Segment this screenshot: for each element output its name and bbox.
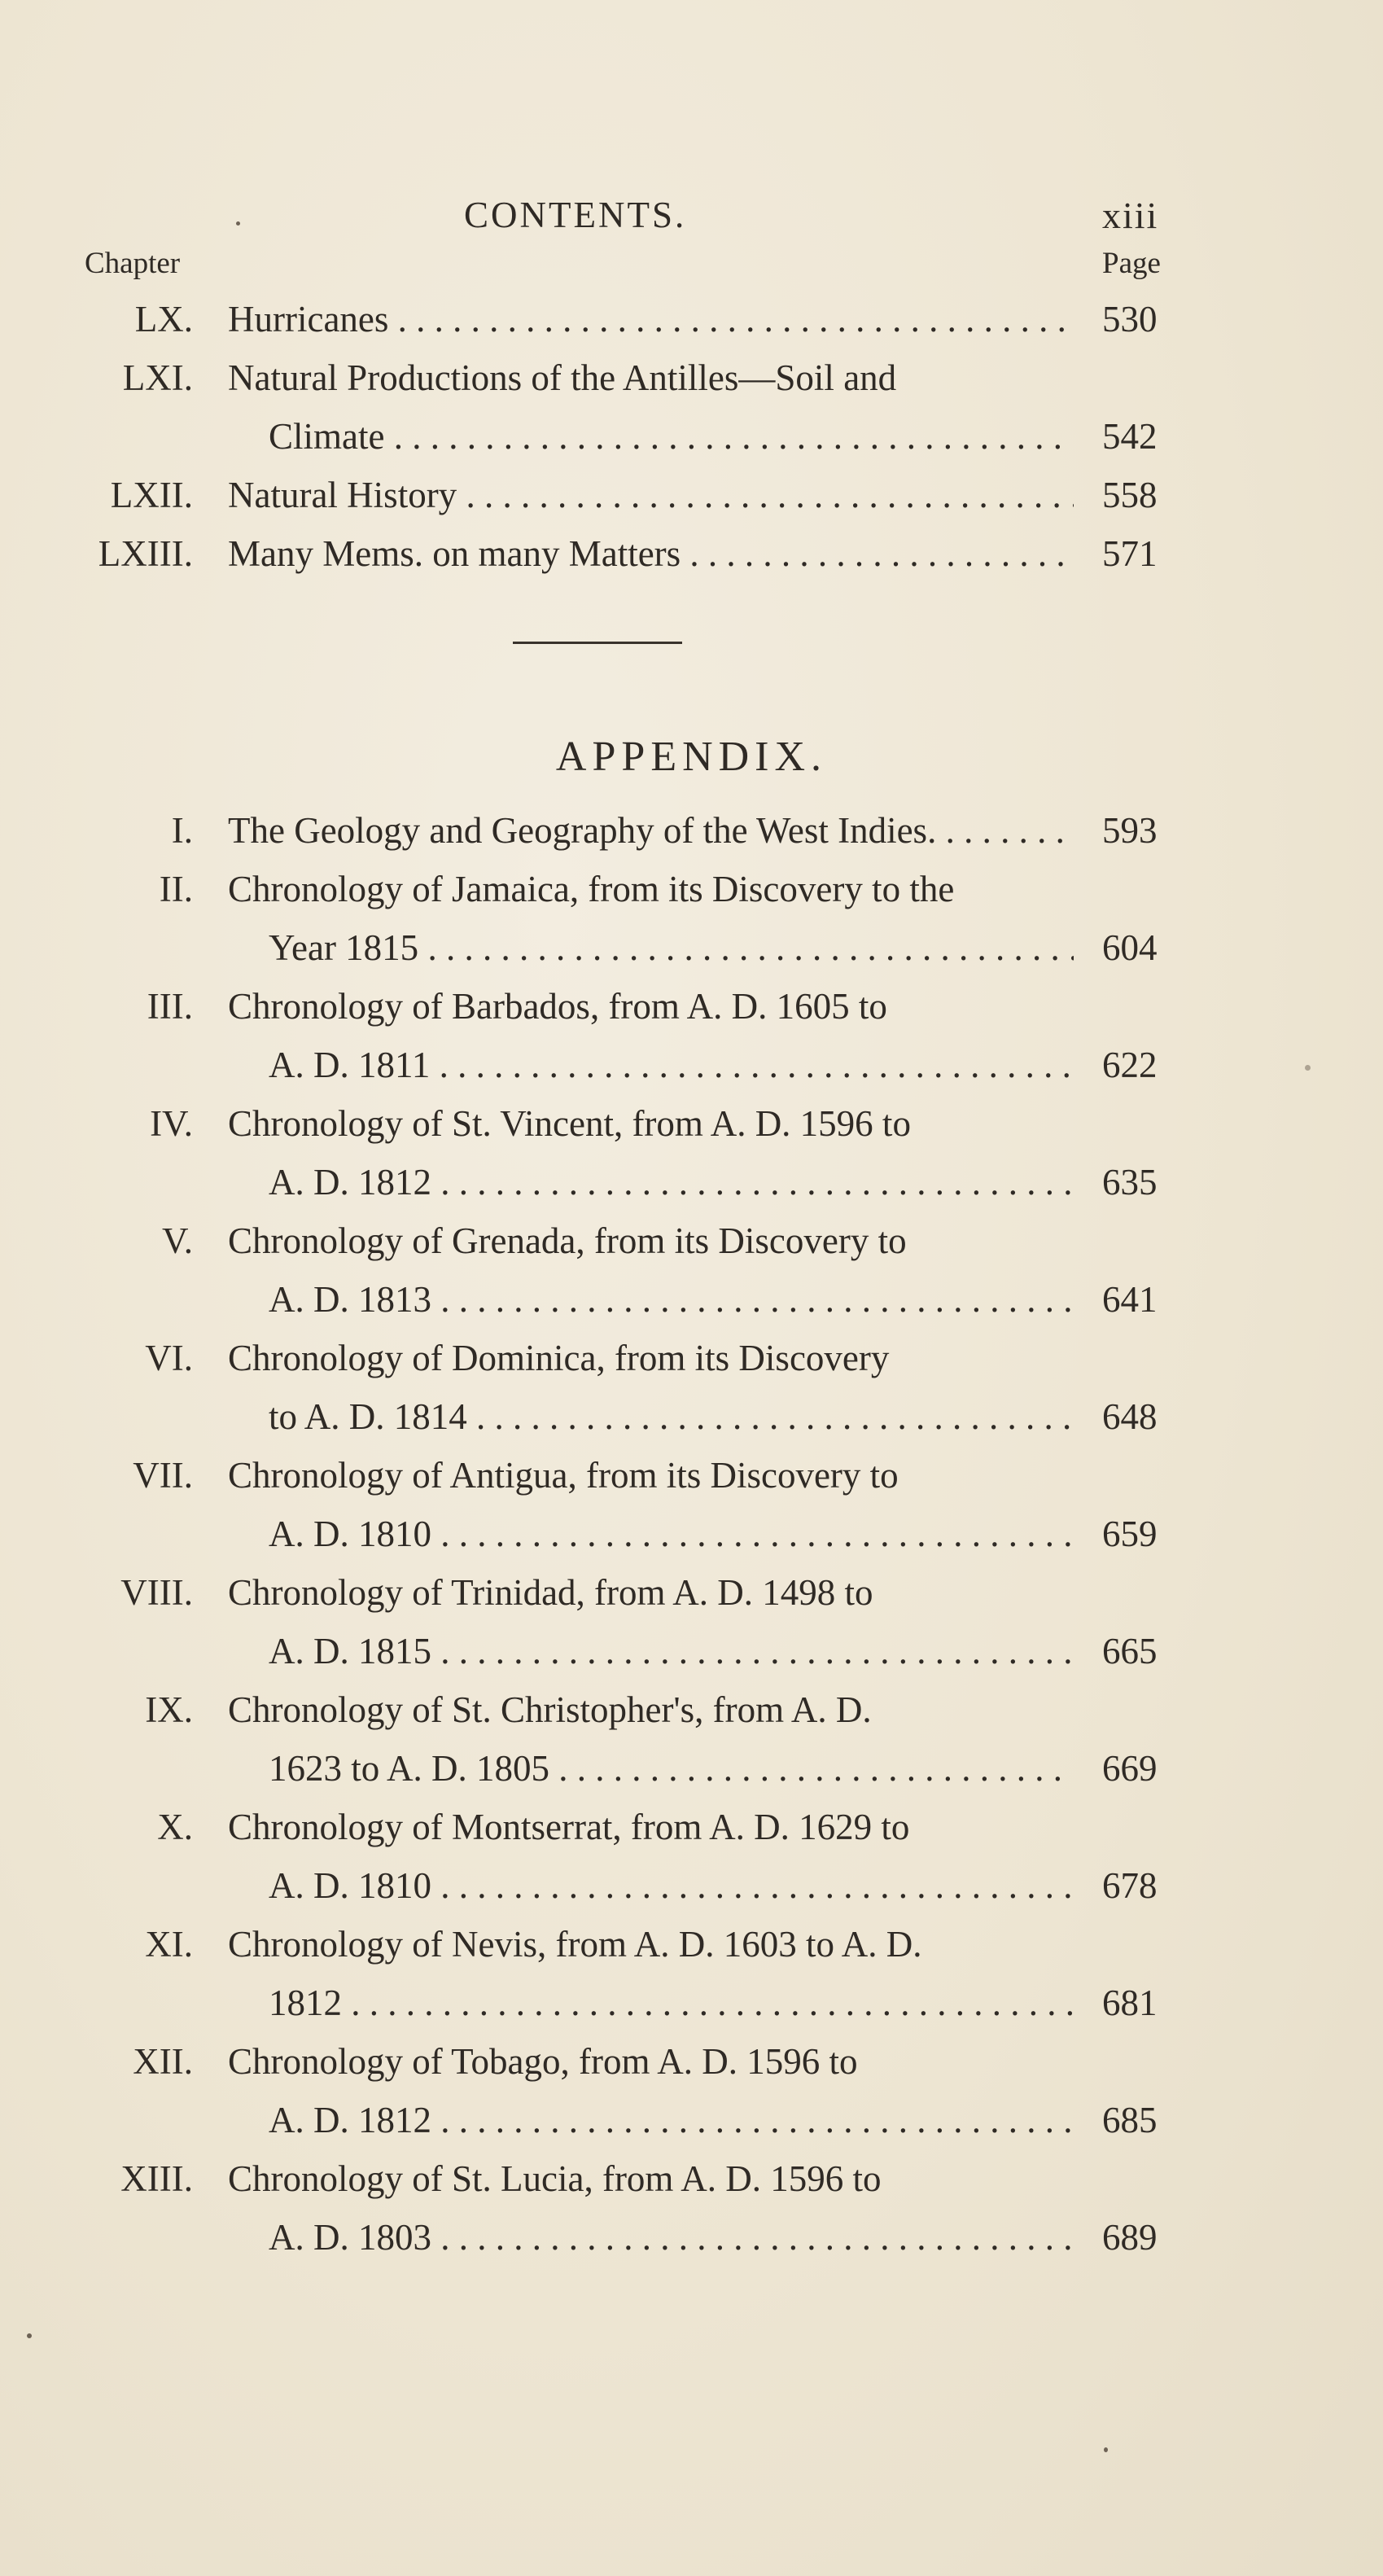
entry-title-with-leader: to A. D. 1814 . . . bbox=[269, 1387, 1074, 1446]
appendix-row bbox=[0, 2208, 1383, 2267]
appendix-row bbox=[0, 2149, 1383, 2208]
page-folio: xiii bbox=[1102, 195, 1159, 236]
entry-page-number: 685 bbox=[1102, 2100, 1158, 2140]
entry-title-with-leader: Many Mems. on many Matters . . . bbox=[228, 524, 1074, 583]
chapter-row bbox=[0, 524, 1383, 583]
appendix-row bbox=[0, 1329, 1383, 1387]
entry-page-number: 641 bbox=[1102, 1279, 1158, 1320]
appendix-row bbox=[0, 1739, 1383, 1798]
entry-title: Chronology of St. Lucia, from A. D. 1596 to bbox=[228, 2158, 882, 2199]
entry-title: Chronology of Antigua, from its Discovery to bbox=[228, 1455, 899, 1496]
appendix-row bbox=[0, 2091, 1383, 2149]
appendix-row bbox=[0, 1974, 1383, 2032]
entry-number: XIII. bbox=[120, 2158, 193, 2199]
entry-title: Chronology of Dominica, from its Discovery bbox=[228, 1338, 890, 1378]
appendix-row bbox=[0, 1270, 1383, 1329]
ink-speck bbox=[236, 221, 240, 226]
entry-page-number: 593 bbox=[1102, 810, 1158, 851]
appendix-row bbox=[0, 1036, 1383, 1094]
entry-page-number: 681 bbox=[1102, 1982, 1158, 2023]
appendix-row bbox=[0, 1915, 1383, 1974]
ink-speck bbox=[1104, 2447, 1108, 2452]
entry-title-with-leader: A. D. 1803 . . . bbox=[269, 2208, 1074, 2267]
entry-title-with-leader: A. D. 1815 . . . bbox=[269, 1622, 1074, 1680]
chapter-column-label: Chapter bbox=[85, 247, 181, 280]
entry-page-number: 542 bbox=[1102, 416, 1158, 457]
entry-page-number: 665 bbox=[1102, 1631, 1158, 1671]
entry-title-with-leader: A. D. 1811 . . . bbox=[269, 1036, 1074, 1094]
entry-number: LXIII. bbox=[98, 533, 193, 574]
entry-title: Natural Productions of the Antilles—Soil and bbox=[228, 357, 897, 398]
appendix-list bbox=[0, 801, 1383, 2267]
entry-number: VII. bbox=[133, 1455, 193, 1496]
entry-title: Chronology of Grenada, from its Discovery to bbox=[228, 1220, 907, 1261]
entry-number: X. bbox=[157, 1807, 193, 1847]
appendix-row bbox=[0, 1622, 1383, 1680]
entry-title-with-leader: Climate . . . bbox=[269, 407, 1074, 466]
entry-title: Chronology of Barbados, from A. D. 1605 to bbox=[228, 986, 887, 1027]
section-divider bbox=[513, 642, 682, 644]
entry-page-number: 604 bbox=[1102, 927, 1158, 968]
entry-title: Chronology of St. Vincent, from A. D. 1596 to bbox=[228, 1103, 911, 1144]
running-title: CONTENTS. bbox=[464, 195, 687, 235]
entry-page-number: 635 bbox=[1102, 1162, 1158, 1203]
entry-title-with-leader: A. D. 1810 . . . bbox=[269, 1856, 1074, 1915]
entry-page-number: 678 bbox=[1102, 1865, 1158, 1906]
entry-page-number: 530 bbox=[1102, 299, 1158, 340]
entry-page-number: 648 bbox=[1102, 1396, 1158, 1437]
entry-title-with-leader: A. D. 1810 . . . bbox=[269, 1505, 1074, 1563]
entry-number: IX. bbox=[145, 1689, 193, 1730]
entry-title: Chronology of Montserrat, from A. D. 1629 to bbox=[228, 1807, 910, 1847]
entry-number: XI. bbox=[145, 1924, 193, 1965]
entry-number: IV. bbox=[150, 1103, 193, 1144]
entry-number: III. bbox=[147, 986, 193, 1027]
appendix-row bbox=[0, 918, 1383, 977]
appendix-row bbox=[0, 1505, 1383, 1563]
appendix-row bbox=[0, 1094, 1383, 1153]
appendix-row bbox=[0, 1153, 1383, 1211]
appendix-row bbox=[0, 801, 1383, 860]
appendix-row bbox=[0, 2032, 1383, 2091]
entry-number: LXII. bbox=[110, 475, 193, 515]
appendix-row bbox=[0, 1563, 1383, 1622]
entry-title: Chronology of St. Christopher's, from A. D. bbox=[228, 1689, 872, 1730]
appendix-row bbox=[0, 860, 1383, 918]
appendix-row bbox=[0, 1798, 1383, 1856]
entry-number: V. bbox=[162, 1220, 193, 1261]
appendix-heading: APPENDIX. bbox=[555, 734, 828, 780]
page-column-label: Page bbox=[1102, 247, 1161, 280]
chapter-list bbox=[0, 290, 1383, 583]
entry-title-with-leader: Year 1815 . . . bbox=[269, 918, 1074, 977]
appendix-row bbox=[0, 1680, 1383, 1739]
entry-number: LX. bbox=[134, 299, 193, 340]
appendix-row bbox=[0, 1387, 1383, 1446]
entry-title-with-leader: Hurricanes . . . bbox=[228, 290, 1074, 348]
entry-title: Chronology of Trinidad, from A. D. 1498 to bbox=[228, 1572, 873, 1613]
entry-page-number: 622 bbox=[1102, 1045, 1158, 1085]
chapter-row bbox=[0, 407, 1383, 466]
entry-title: Chronology of Tobago, from A. D. 1596 to bbox=[228, 2041, 858, 2082]
appendix-row bbox=[0, 1856, 1383, 1915]
entry-title-with-leader: 1812 . . . bbox=[269, 1974, 1074, 2032]
entry-page-number: 558 bbox=[1102, 475, 1158, 515]
entry-number: XII. bbox=[133, 2041, 193, 2082]
entry-number: I. bbox=[171, 810, 193, 851]
appendix-row bbox=[0, 1211, 1383, 1270]
entry-title-with-leader: The Geology and Geography of the West Indies. . . . bbox=[228, 801, 1074, 860]
entry-page-number: 571 bbox=[1102, 533, 1158, 574]
entry-title: Chronology of Jamaica, from its Discovery to the bbox=[228, 869, 955, 909]
appendix-row bbox=[0, 977, 1383, 1036]
entry-number: VIII. bbox=[120, 1572, 193, 1613]
entry-page-number: 689 bbox=[1102, 2217, 1158, 2258]
entry-title-with-leader: A. D. 1812 . . . bbox=[269, 2091, 1074, 2149]
entry-title-with-leader: Natural History . . . bbox=[228, 466, 1074, 524]
ink-speck bbox=[1305, 1065, 1311, 1071]
chapter-row bbox=[0, 290, 1383, 348]
entry-page-number: 659 bbox=[1102, 1514, 1158, 1554]
entry-title-with-leader: 1623 to A. D. 1805 . . . bbox=[269, 1739, 1074, 1798]
chapter-row bbox=[0, 348, 1383, 407]
entry-number: VI. bbox=[145, 1338, 193, 1378]
entry-number: II. bbox=[159, 869, 193, 909]
running-head bbox=[0, 194, 1383, 243]
entry-page-number: 669 bbox=[1102, 1748, 1158, 1789]
entry-title: Chronology of Nevis, from A. D. 1603 to A. D. bbox=[228, 1924, 922, 1965]
entry-title-with-leader: A. D. 1812 . . . bbox=[269, 1153, 1074, 1211]
chapter-row bbox=[0, 466, 1383, 524]
ink-speck bbox=[27, 2333, 32, 2338]
entry-number: LXI. bbox=[122, 357, 193, 398]
entry-title-with-leader: A. D. 1813 . . . bbox=[269, 1270, 1074, 1329]
appendix-row bbox=[0, 1446, 1383, 1505]
